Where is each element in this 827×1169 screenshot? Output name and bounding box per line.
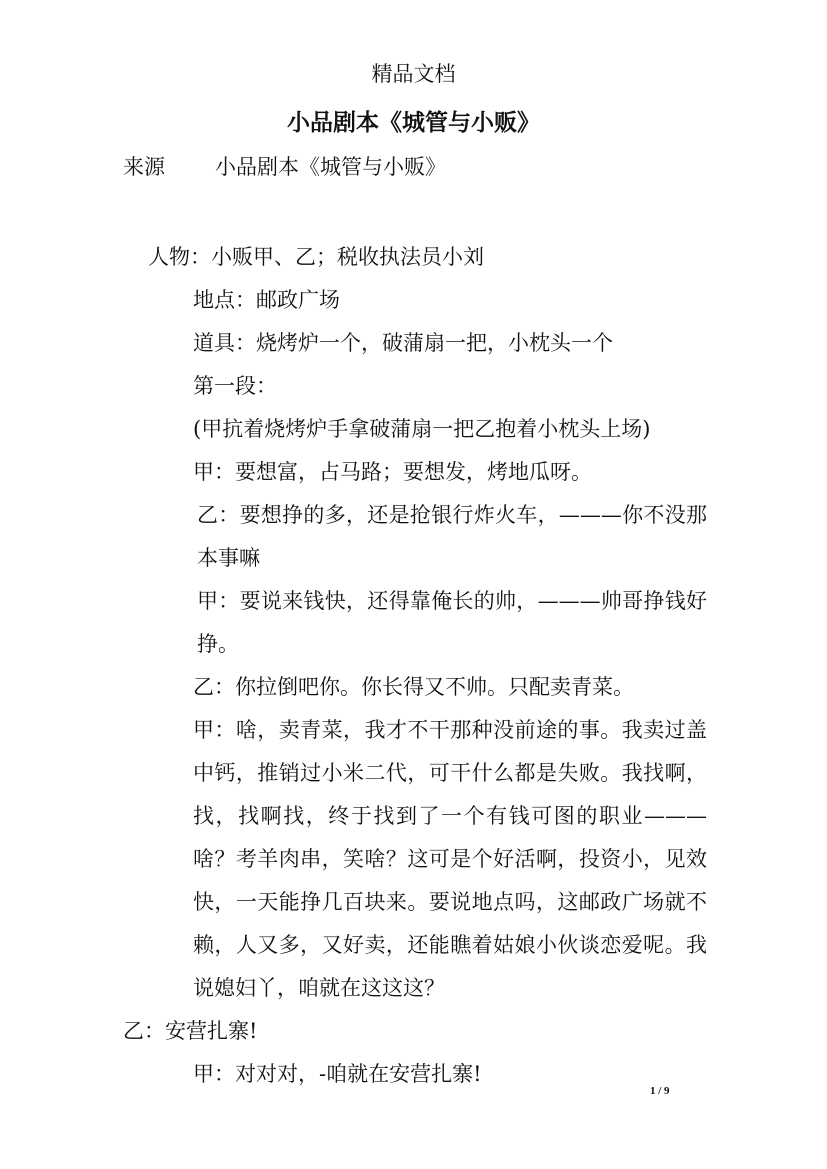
- source-line: [123, 153, 446, 181]
- dialogue-line: 甲：要想富，占马路；要想发，烤地瓜呀。: [193, 460, 592, 484]
- script-body: [123, 236, 707, 1096]
- dialogue-line: 乙：要想挣的多，还是抢银行炸火车，———你不没那本事嘛: [197, 503, 707, 570]
- section-heading: 第一段：: [193, 374, 277, 398]
- dialogue-line: 甲：啥，卖青菜，我才不干那种没前途的事。我卖过盖中钙，推销过小米二代，可干什么都是失败。我找啊，找，找啊找，终于找到了一个有钱可图的职业———啥？考羊肉串，笑啥？这可是个好活啊，投资小，见效快，一天能挣几百块来。要说地点吗，这邮政广场就不赖，人又多，又好卖，还能瞧着姑娘小伙谈恋爱呢。我说媳妇丫，咱就在这这这？: [193, 718, 707, 1000]
- dialogue-line: 甲：要说来钱快，还得靠俺长的帅，———帅哥挣钱好挣。: [197, 589, 707, 656]
- stage-direction: (甲抗着烧烤炉手拿破蒲扇一把乙抱着小枕头上场): [193, 417, 651, 441]
- dialogue-line: 乙：安营扎寨!: [123, 1019, 258, 1043]
- dialogue-line: 甲：对对对，-咱就在安营扎寨!: [193, 1062, 482, 1086]
- location-paragraph: 地点：邮政广场: [193, 288, 340, 312]
- dialogue-line: 乙：你拉倒吧你。你长得又不帅。只配卖青菜。: [193, 675, 634, 699]
- props-paragraph: 道具：烧烤炉一个，破蒲扇一把，小枕头一个: [193, 331, 613, 355]
- source-label: 来源: [123, 155, 165, 179]
- characters-paragraph: 人物：小贩甲、乙；税收执法员小刘: [148, 245, 484, 269]
- page-header: 精品文档: [371, 62, 456, 86]
- source-value: 小品剧本《城管与小贩》: [215, 155, 446, 179]
- page-number: 1 / 9: [650, 1085, 670, 1097]
- document-title: 小品剧本《城管与小贩》: [287, 109, 540, 136]
